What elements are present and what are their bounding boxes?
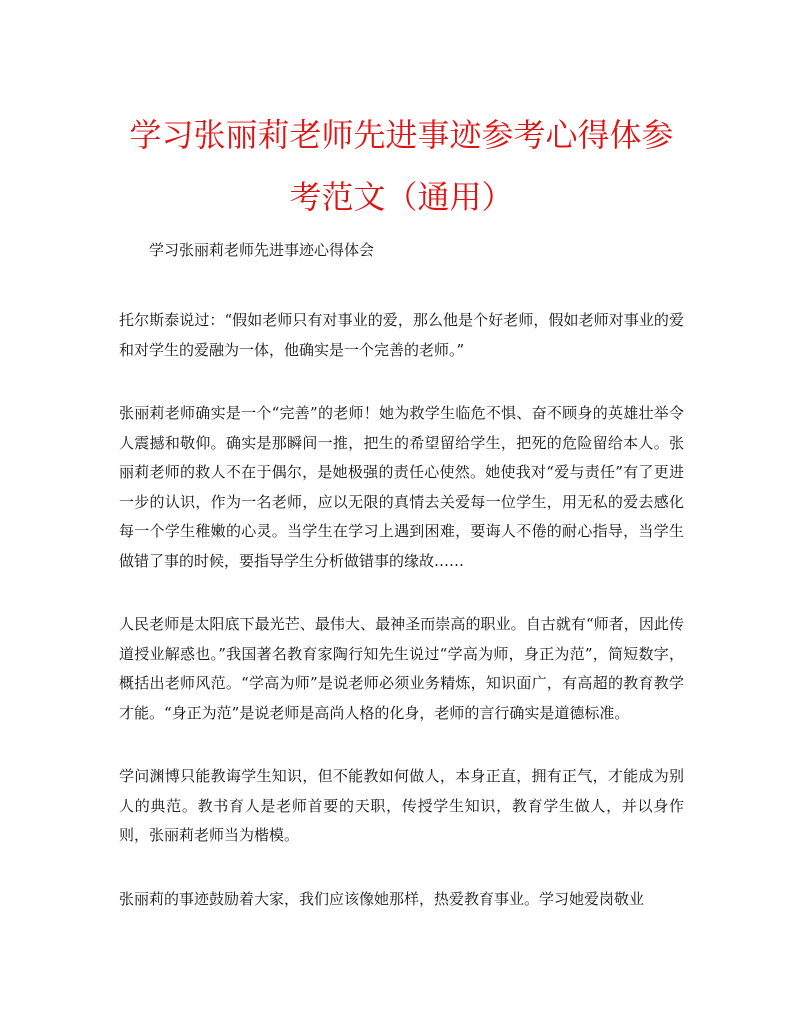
document-subtitle: 学习张丽莉老师先进事迹心得体会 [149,241,375,259]
paragraph-4: 学问渊博只能教诲学生知识，但不能教如何做人，本身正直，拥有正气，才能成为别人的典范。教书育人是老师首要的天职，传授学生知识，教育学生做人，并以身作则，张丽莉老师当为楷模。 [119,767,684,844]
paragraph-1: 托尔斯泰说过：“假如老师只有对事业的爱，那么他是个好老师，假如老师对事业的爱和对学生的爱融为一体，他确实是一个完善的老师。” [119,311,684,359]
paragraph-2: 张丽莉老师确实是一个“完善”的老师！她为救学生临危不惧、奋不顾身的英雄壮举令人震撼和敬仰。确实是那瞬间一推，把生的希望留给学生，把死的危险留给本人。张丽莉老师的救人不在于偶尔，是她极强的责任心使然。她使我对“爱与责任”有了更进一步的认识，作为一名老师，应以无限的真情去关爱每一位学生，用无私的爱去感化每一个学生稚嫩的心灵。当学生在学习上遇到困难，要诲人不倦的耐心指导，当学生做错了事的时候，要指导学生分析做错事的缘故…… [119,404,684,570]
paragraph-3: 人民老师是太阳底下最光芒、最伟大、最神圣而崇高的职业。自古就有“师者，因此传道授业解惑也。”我国著名教育家陶行知先生说过“学高为师，身正为范”，简短数字，概括出老师风范。“学高为师”是说老师必须业务精炼，知识面广，有高超的教育教学才能。“身正为范”是说老师是高尚人格的化身，老师的言行确实是道德标准。 [119,615,684,722]
document-title: 学习张丽莉老师先进事迹参考心得体参考范文（通用） [129,116,674,216]
paragraph-5: 张丽莉的事迹鼓励着大家，我们应该像她那样，热爱教育事业。学习她爱岗敬业 [119,889,645,908]
